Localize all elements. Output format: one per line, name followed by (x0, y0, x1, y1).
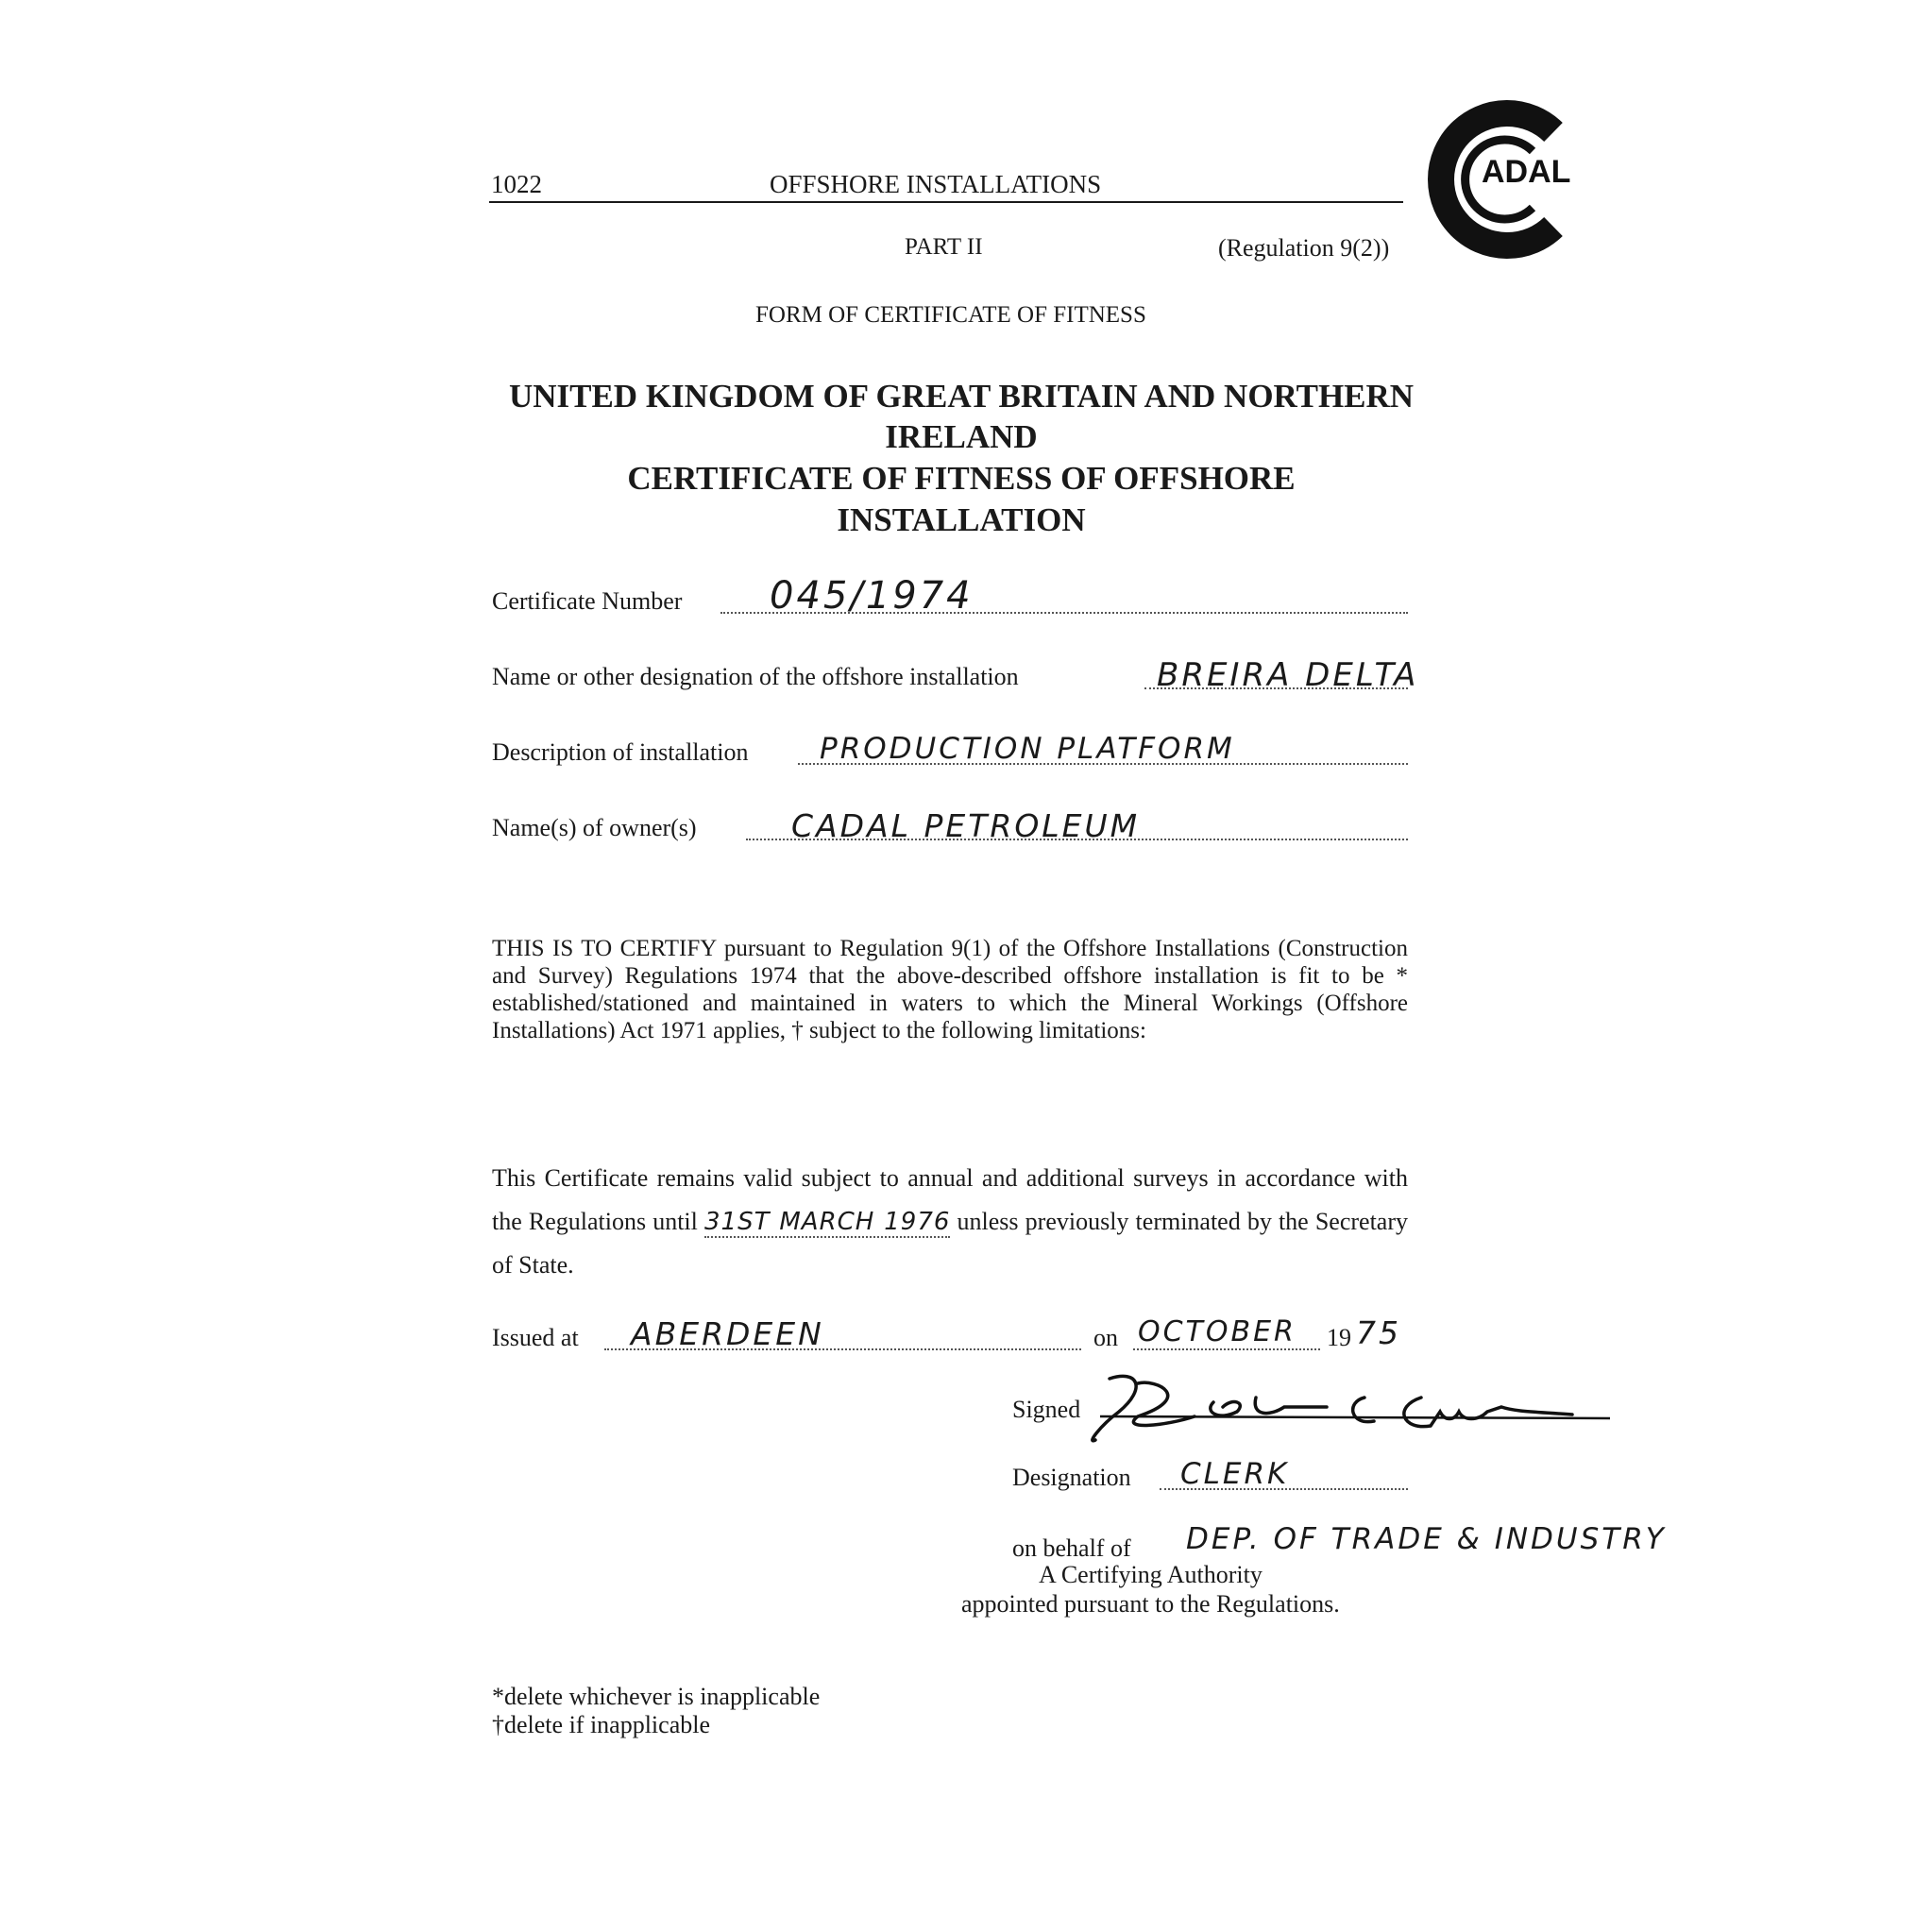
title-line-3: CERTIFICATE OF FITNESS OF OFFSHORE (627, 460, 1296, 497)
certificate-number-value: 045/1974 (770, 574, 974, 618)
part-label: PART II (905, 234, 983, 260)
cadal-logo (1412, 99, 1591, 260)
certify-paragraph: THIS IS TO CERTIFY pursuant to Regulation 9(1) of the Offshore Installations (Construction and Survey) Regulations 1974 that the above-described offshore installation is fit to be * established/stationed and maintained in waters to which the Mineral Workings (Offshore Installations) Act 1971 applies, † subject to the following limitations: (492, 936, 1408, 1043)
validity-paragraph (492, 1157, 1408, 1287)
title-line-1: UNITED KINGDOM OF GREAT BRITAIN AND NORTHERN (508, 378, 1415, 415)
validity-until-value: 31ST MARCH 1976 (704, 1208, 951, 1236)
issued-at-value: ABERDEEN (631, 1315, 824, 1352)
footnote-2: †delete if inapplicable (492, 1711, 711, 1738)
signature-drawing (1081, 1360, 1610, 1454)
logo-text: ADAL (1482, 154, 1571, 190)
description-label: Description of installation (492, 738, 749, 766)
authority-line-2: appointed pursuant to the Regulations. (961, 1590, 1340, 1618)
designation-value: CLERK (1180, 1457, 1290, 1491)
issued-on-line (1133, 1348, 1320, 1350)
signed-label: Signed (1012, 1396, 1081, 1423)
page-number: 1022 (491, 170, 542, 198)
installation-name-value: BREIRA DELTA (1157, 656, 1419, 694)
form-title: FORM OF CERTIFICATE OF FITNESS (755, 302, 1146, 328)
title-line-4: INSTALLATION (837, 501, 1086, 538)
validity-text-after: unless previously terminated by the Secretary of State. (492, 1208, 1409, 1279)
title-line-2: IRELAND (885, 418, 1038, 455)
owner-value: CADAL PETROLEUM (791, 807, 1141, 844)
regulation-reference: (Regulation 9(2)) (1218, 234, 1390, 262)
running-title: OFFSHORE INSTALLATIONS (770, 170, 1102, 198)
header-rule (489, 201, 1403, 203)
description-value: PRODUCTION PLATFORM (820, 732, 1235, 766)
on-behalf-value: DEP. OF TRADE & INDUSTRY (1186, 1522, 1667, 1556)
issued-on-value: OCTOBER (1138, 1315, 1296, 1348)
issued-year-prefix: 19 (1327, 1324, 1351, 1351)
owner-label: Name(s) of owner(s) (492, 814, 697, 841)
issued-at-label: Issued at (492, 1324, 579, 1351)
footnote-1: *delete whichever is inapplicable (492, 1683, 821, 1710)
issued-on-label: on (1093, 1324, 1118, 1351)
installation-name-label: Name or other designation of the offshore installation (492, 663, 1019, 690)
handwritten-signature (1081, 1360, 1610, 1454)
designation-label: Designation (1012, 1464, 1131, 1491)
validity-text-before: This Certificate remains valid subject to annual and additional surveys in accordance with the Regulations until (492, 1164, 1408, 1235)
on-behalf-label: on behalf of (1012, 1534, 1131, 1562)
issued-year-value: 75 (1356, 1314, 1401, 1351)
authority-line-1: A Certifying Authority (1039, 1561, 1263, 1588)
certificate-number-label: Certificate Number (492, 587, 683, 615)
